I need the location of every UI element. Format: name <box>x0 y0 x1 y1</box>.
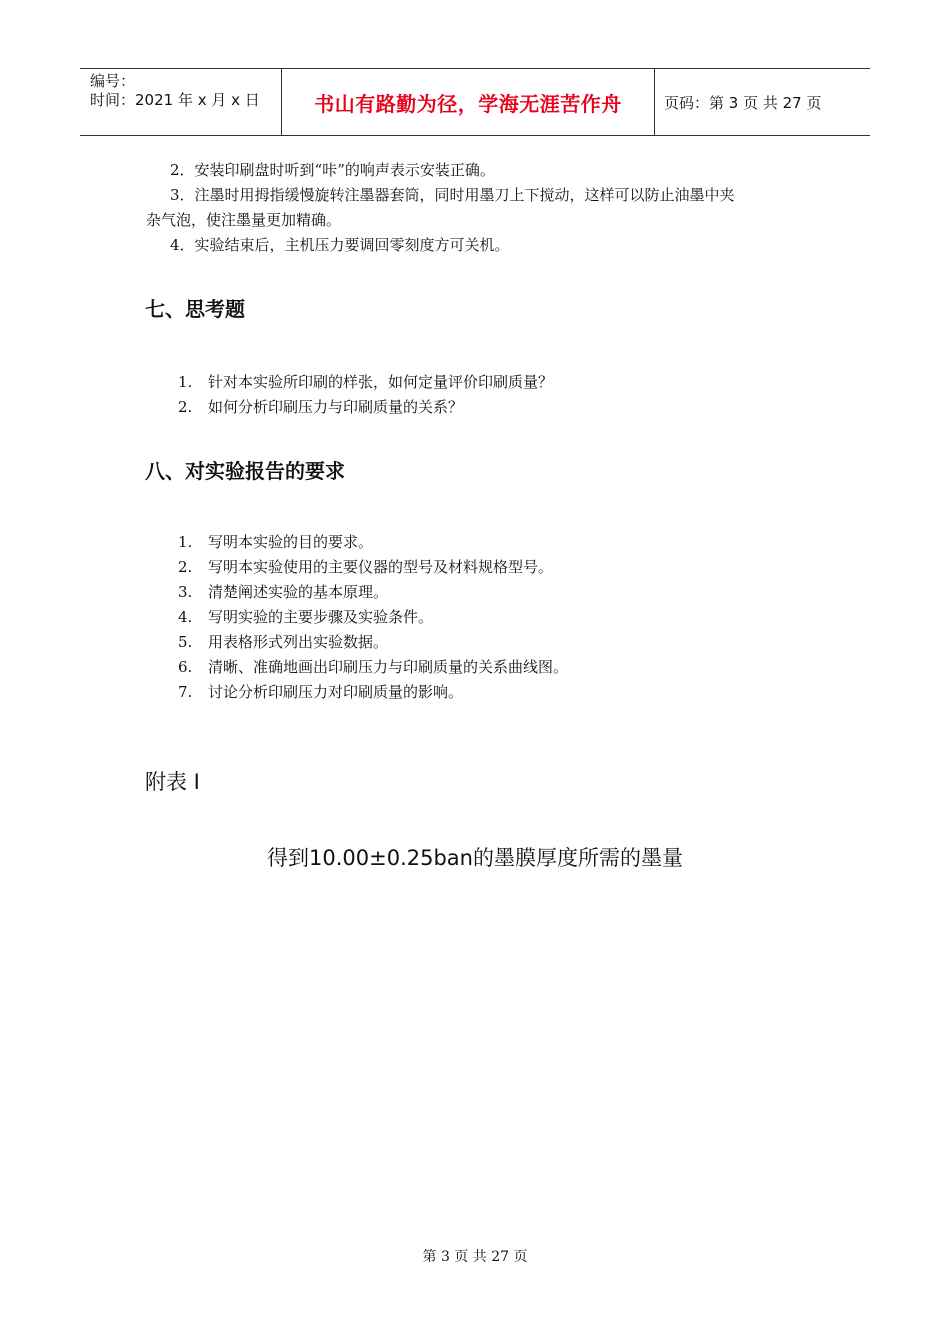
requirement-text: 讨论分析印刷压力对印刷质量的影响。 <box>208 683 464 701</box>
requirement-item <box>178 655 568 680</box>
note-item-3: 3．注墨时用拇指缓慢旋转注墨器套筒，同时用墨刀上下搅动，这样可以防止油墨中夹 <box>170 186 735 204</box>
requirement-text: 写明本实验使用的主要仪器的型号及材料规格型号。 <box>208 558 554 576</box>
question-text: 如何分析印刷压力与印刷质量的关系？ <box>208 398 464 416</box>
requirement-item <box>178 680 463 705</box>
requirement-text: 清楚阐述实验的基本原理。 <box>208 583 389 601</box>
header-motto: 书山有路勤为径，学海无涯苦作舟 <box>314 91 622 116</box>
requirement-number: 5. <box>178 633 193 651</box>
document-number-label: 编号： <box>90 72 136 90</box>
requirement-item <box>178 530 373 555</box>
page-header <box>80 68 870 136</box>
header-motto-cell <box>282 69 655 135</box>
page-footer: 第 3 页 共 27 页 <box>422 1249 528 1265</box>
requirement-text: 清晰、准确地画出印刷压力与印刷质量的关系曲线图。 <box>208 658 569 676</box>
header-page-info: 页码：第 3 页 共 27 页 <box>664 93 822 112</box>
question-item <box>178 395 463 420</box>
requirement-item <box>178 580 388 605</box>
note-item-4: 4．实验结束后，主机压力要调回零刻度方可关机。 <box>170 236 510 254</box>
header-info-cell <box>80 69 282 135</box>
note-item-3-continued: 杂气泡，使注墨量更加精确。 <box>146 211 342 229</box>
requirement-item <box>178 605 433 630</box>
requirement-number: 1. <box>178 533 193 551</box>
section-8-title: 八、对实验报告的要求 <box>145 459 345 483</box>
requirement-item <box>178 555 553 580</box>
requirement-text: 写明实验的主要步骤及实验条件。 <box>208 608 434 626</box>
requirement-number: 3. <box>178 583 193 601</box>
document-date: 时间：2021 年 x 月 x 日 <box>90 91 260 109</box>
requirement-number: 4. <box>178 608 193 626</box>
question-number: 1. <box>178 373 193 391</box>
question-item <box>178 370 553 395</box>
question-text: 针对本实验所印刷的样张，如何定量评价印刷质量？ <box>208 373 554 391</box>
header-page-cell <box>655 69 870 135</box>
appendix-title: 附表 I <box>145 770 200 794</box>
section-7-title: 七、思考题 <box>145 297 245 321</box>
requirement-number: 6. <box>178 658 193 676</box>
requirement-number: 2. <box>178 558 193 576</box>
requirement-number: 7. <box>178 683 193 701</box>
appendix-table-title: 得到10.00±0.25ban的墨膜厚度所需的墨量 <box>267 846 683 870</box>
note-item-2: 2．安装印刷盘时听到“咔”的响声表示安装正确。 <box>170 161 495 179</box>
requirement-item <box>178 630 388 655</box>
requirement-text: 写明本实验的目的要求。 <box>208 533 374 551</box>
question-number: 2. <box>178 398 193 416</box>
requirement-text: 用表格形式列出实验数据。 <box>208 633 389 651</box>
